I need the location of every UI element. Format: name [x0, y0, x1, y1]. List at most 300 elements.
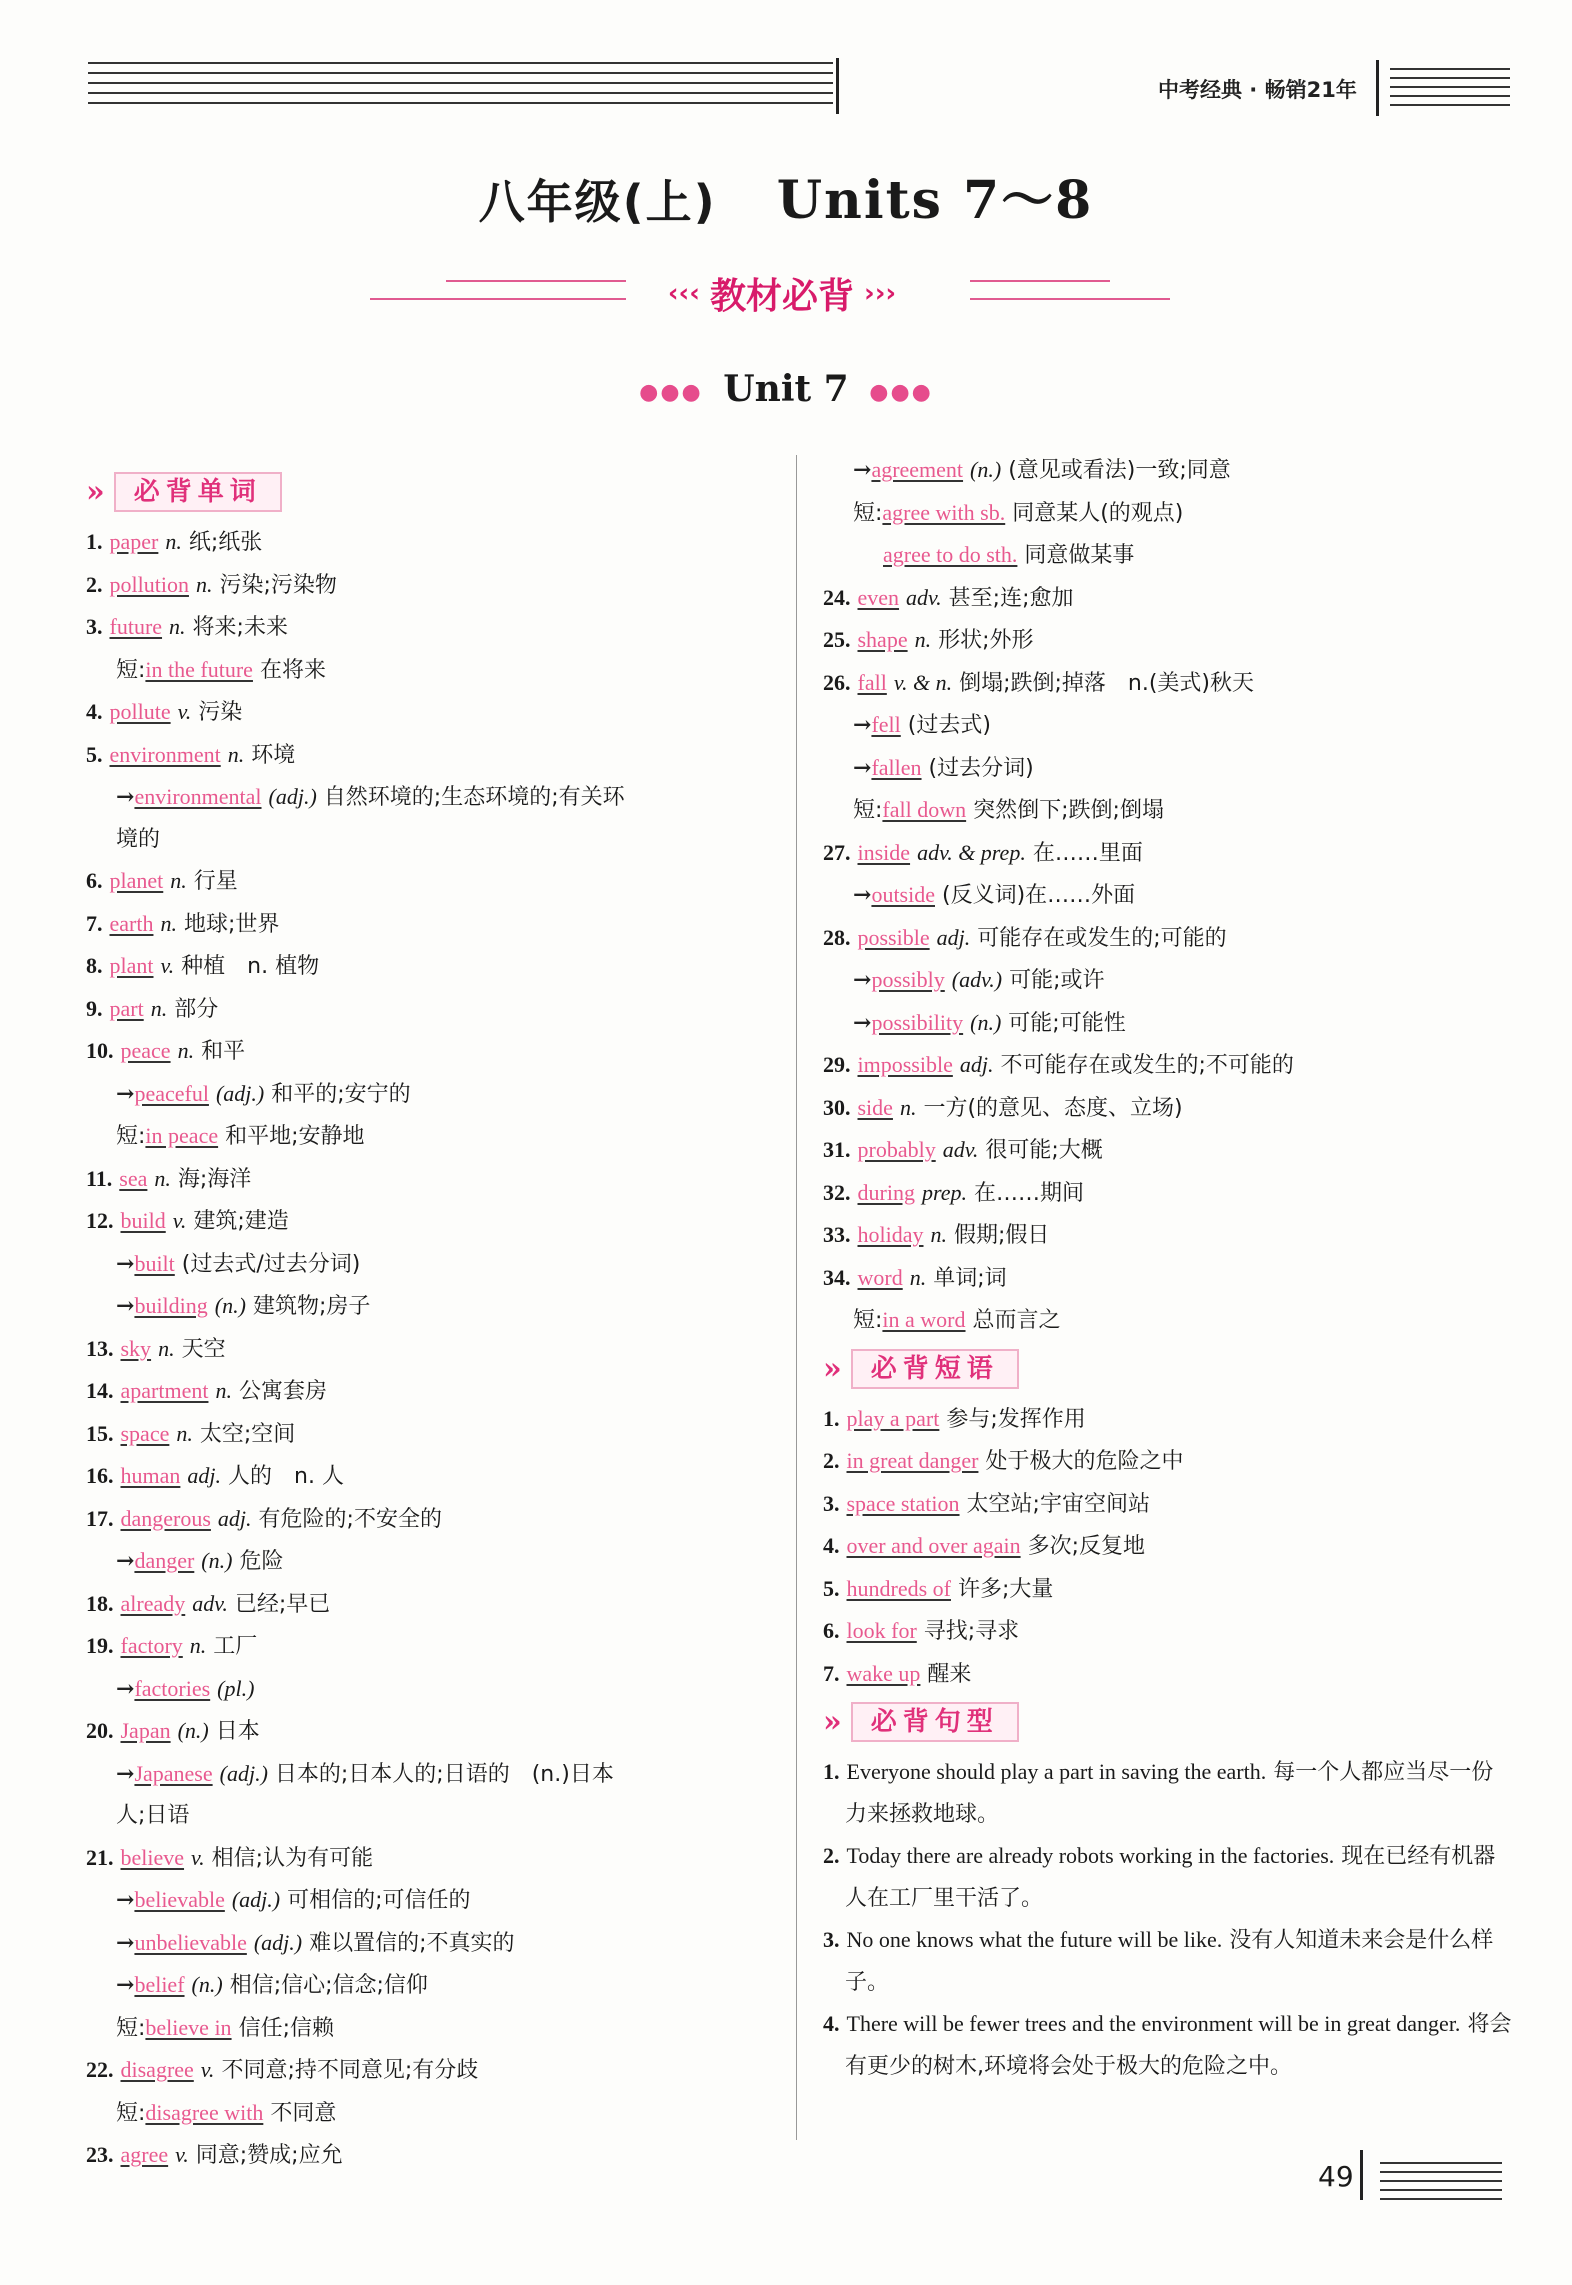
- item-number: 3.: [823, 1490, 840, 1516]
- item-number: 1.: [86, 529, 103, 554]
- vocab-word: pollution: [109, 571, 189, 597]
- item-number: 4.: [823, 1533, 840, 1558]
- sentence-chinese: 每一个人都应当尽一份力来拯救地球。: [845, 1760, 1494, 1827]
- word-list-left: [86, 521, 786, 2177]
- part-of-speech: n.: [165, 529, 182, 554]
- part-of-speech: (n.): [191, 1972, 223, 1997]
- part-of-speech: (n.): [214, 1293, 246, 1318]
- list-item: [86, 1498, 786, 1541]
- meaning: (过去式/过去分词): [181, 1251, 361, 1277]
- part-of-speech: prep.: [921, 1179, 967, 1205]
- vocab-word: believe in: [145, 2014, 232, 2040]
- meaning: 种植 n. 植物: [181, 954, 320, 979]
- list-item: [86, 1753, 786, 1796]
- vocab-word: in the future: [145, 656, 253, 682]
- vocab-word: plant: [109, 953, 154, 978]
- part-of-speech: (adj.): [268, 784, 317, 809]
- list-item: [86, 1158, 786, 1201]
- sentence-item: [823, 2003, 1513, 2087]
- item-number: 22.: [86, 2057, 114, 2082]
- meaning: 一方(的意见、态度、立场): [923, 1095, 1183, 1121]
- sentence-list: [823, 1751, 1513, 2087]
- meaning: 和平的;安宁的: [271, 1081, 411, 1107]
- part-of-speech: (adv.): [951, 967, 1003, 992]
- meaning: 污染: [198, 700, 243, 725]
- sentence-english: Everyone should play a part in saving the earth.: [846, 1759, 1267, 1784]
- item-number: 11.: [86, 1165, 113, 1191]
- phrase-text: hundreds of: [846, 1575, 951, 1601]
- list-item: [823, 747, 1513, 790]
- meaning: 和平地;安静地: [225, 1124, 365, 1149]
- item-number: 1.: [823, 1405, 840, 1431]
- derivation-arrow-icon: →: [116, 1972, 135, 1998]
- part-of-speech: (adj.): [215, 1080, 265, 1106]
- double-chevron-icon: »: [86, 474, 97, 510]
- vocab-word: space: [120, 1420, 170, 1446]
- phrase-meaning: 参与;发挥作用: [946, 1406, 1086, 1432]
- item-number: 30.: [823, 1094, 851, 1120]
- item-number: 14.: [86, 1378, 114, 1403]
- vocab-word: possibly: [871, 967, 945, 992]
- list-item: [823, 832, 1513, 875]
- list-item: [86, 1243, 786, 1286]
- section-header-phrases: » 必背短语: [823, 1348, 1019, 1388]
- item-number: 2.: [823, 1448, 840, 1473]
- item-number: 6.: [86, 868, 103, 893]
- list-item: [823, 662, 1513, 705]
- column-divider: [796, 455, 797, 2140]
- phrase-text: in great danger: [846, 1448, 979, 1473]
- sentence-english: There will be fewer trees and the environment will be in great danger.: [846, 2011, 1461, 2036]
- part-of-speech: adv. & prep.: [917, 839, 1026, 865]
- list-item: [86, 691, 786, 734]
- item-number: 28.: [823, 924, 851, 950]
- list-item: [823, 1002, 1513, 1045]
- vocab-word: agree to do sth.: [883, 542, 1018, 567]
- meaning: 不可能存在或发生的;不可能的: [1000, 1053, 1294, 1078]
- part-of-speech: adj.: [959, 1052, 994, 1077]
- meaning: 不同意: [270, 2100, 337, 2126]
- vocab-word: sea: [119, 1165, 148, 1191]
- decor-dots-right: ●●●: [869, 379, 933, 405]
- meaning: 相信;信心;信念;信仰: [229, 1973, 428, 1998]
- part-of-speech: n.: [899, 1094, 917, 1120]
- part-of-speech: (n.): [970, 1009, 1002, 1035]
- vocab-word: building: [134, 1293, 208, 1318]
- item-number: 20.: [86, 1718, 114, 1743]
- part-of-speech: adv.: [906, 584, 942, 610]
- section-banner: [370, 262, 1190, 322]
- unit-title: [0, 368, 1572, 410]
- list-item: [823, 1129, 1513, 1172]
- meaning: (过去式): [907, 713, 991, 738]
- vocab-word: unbelievable: [134, 1929, 247, 1955]
- vocab-word: even: [857, 584, 900, 610]
- phrase-meaning: 处于极大的危险之中: [985, 1449, 1184, 1474]
- phrase-text: play a part: [846, 1405, 940, 1431]
- vocab-word: built: [134, 1250, 175, 1276]
- list-item: [86, 1455, 786, 1498]
- header-divider-right: [1376, 60, 1379, 116]
- meaning: 已经;早已: [234, 1591, 331, 1617]
- list-item: [86, 734, 786, 777]
- list-item: [86, 1668, 786, 1711]
- derivation-arrow-icon: →: [116, 1548, 135, 1574]
- part-of-speech: (pl.): [217, 1675, 255, 1701]
- item-number: 5.: [86, 741, 103, 767]
- part-of-speech: n.: [170, 868, 187, 893]
- list-item: [86, 776, 786, 819]
- meaning: 日本: [215, 1719, 260, 1744]
- list-item: [823, 789, 1513, 832]
- vocab-word: outside: [871, 882, 935, 907]
- header-rule-left: [88, 62, 833, 106]
- derivation-arrow-icon: →: [116, 784, 135, 810]
- footer-rule: [1380, 2162, 1502, 2207]
- phrase-item: [823, 1440, 1513, 1483]
- meaning: 在将来: [259, 657, 326, 683]
- left-column: [86, 465, 786, 2177]
- item-number: 3.: [823, 1927, 840, 1952]
- item-number: 15.: [86, 1420, 114, 1446]
- meaning: 和平: [201, 1039, 246, 1064]
- meaning: 自然环境的;生态环境的;有关环: [323, 785, 625, 810]
- phrase-meaning: 寻找;寻求: [923, 1619, 1020, 1644]
- sentence-chinese: 现在已经有机器人在工厂里干活了。: [845, 1844, 1496, 1911]
- part-of-speech: n.: [169, 614, 186, 639]
- vocab-word: sky: [120, 1335, 152, 1361]
- part-of-speech: v.: [200, 2057, 215, 2082]
- double-chevron-icon: »: [823, 1350, 834, 1386]
- meaning: 建筑物;房子: [252, 1294, 371, 1319]
- derivation-arrow-icon: →: [853, 712, 872, 738]
- phrase-item: [823, 1568, 1513, 1611]
- meaning: 日本的;日本人的;日语的 (n.)日本: [274, 1761, 614, 1787]
- list-item: [823, 704, 1513, 747]
- vocab-word: planet: [109, 868, 164, 893]
- vocab-word: agree with sb.: [882, 499, 1006, 525]
- meaning: 污染;污染物: [219, 572, 337, 598]
- part-of-speech: n.: [914, 627, 932, 652]
- series-label: 中考经典 · 畅销21年: [1158, 78, 1357, 102]
- vocab-word: probably: [857, 1137, 936, 1162]
- vocab-word: environmental: [134, 784, 262, 809]
- list-item: [86, 1115, 786, 1158]
- phrase-item: [823, 1653, 1513, 1696]
- part-of-speech: adv.: [942, 1137, 979, 1162]
- item-number: 31.: [823, 1137, 851, 1162]
- list-item: [86, 1073, 786, 1116]
- meaning: 同意做某事: [1024, 543, 1135, 568]
- part-of-speech: (adj.): [253, 1929, 303, 1955]
- part-of-speech: n.: [176, 1420, 193, 1446]
- derivation-arrow-icon: →: [116, 1887, 135, 1913]
- meaning: 部分: [174, 996, 219, 1022]
- vocab-word: word: [857, 1264, 903, 1290]
- part-of-speech: n.: [930, 1222, 947, 1247]
- item-number: 4.: [86, 699, 103, 724]
- derivation-arrow-icon: →: [853, 882, 872, 908]
- vocab-word: human: [120, 1463, 181, 1488]
- vocab-word: environment: [109, 741, 221, 767]
- meaning: 总而言之: [972, 1308, 1061, 1333]
- meaning: 相信;认为有可能: [211, 1845, 374, 1871]
- phrase-marker: 短:: [116, 657, 146, 683]
- vocab-word: factories: [134, 1675, 211, 1701]
- meaning: 假期;假日: [954, 1223, 1050, 1248]
- item-number: 33.: [823, 1222, 851, 1247]
- word-list-right: [823, 449, 1513, 1342]
- page-title: [0, 158, 1572, 233]
- vocab-word: peaceful: [134, 1080, 209, 1106]
- list-item: [86, 606, 786, 649]
- part-of-speech: n.: [154, 1165, 171, 1191]
- derivation-arrow-icon: →: [116, 1293, 135, 1319]
- phrase-marker: 短:: [853, 500, 883, 526]
- list-item: [86, 2092, 786, 2135]
- part-of-speech: adj.: [217, 1505, 252, 1531]
- meaning: (意见或看法)一致;同意: [1008, 458, 1231, 483]
- list-item: [823, 1172, 1513, 1215]
- vocab-word: future: [109, 614, 163, 639]
- phrase-meaning: 许多;大量: [957, 1576, 1054, 1602]
- vocab-word: Japanese: [134, 1760, 213, 1786]
- vocab-word: belief: [134, 1972, 185, 1997]
- part-of-speech: n.: [215, 1378, 232, 1403]
- list-item: [86, 1837, 786, 1880]
- meaning: 倒塌;跌倒;掉落 n.(美式)秋天: [959, 670, 1255, 696]
- list-item: [86, 988, 786, 1031]
- list-item: [86, 1710, 786, 1753]
- vocab-word: believe: [120, 1844, 185, 1870]
- vocab-word: impossible: [857, 1052, 953, 1077]
- list-item: [823, 492, 1513, 535]
- part-of-speech: v.: [172, 1208, 187, 1233]
- part-of-speech: n.: [195, 571, 213, 597]
- item-number: 17.: [86, 1505, 114, 1531]
- list-item: [86, 860, 786, 903]
- unit-label: Unit 7: [723, 368, 849, 410]
- list-item: [823, 619, 1513, 662]
- phrase-item: [823, 1610, 1513, 1653]
- vocab-word: part: [109, 995, 144, 1021]
- meaning: 境的: [116, 826, 161, 852]
- vocab-word: already: [120, 1590, 186, 1616]
- meaning: 有危险的;不安全的: [258, 1506, 442, 1532]
- vocab-word: fell: [871, 712, 901, 737]
- item-number: 19.: [86, 1633, 114, 1658]
- meaning: 危险: [239, 1549, 284, 1574]
- sentence-item: [823, 1835, 1513, 1919]
- part-of-speech: (adj.): [231, 1887, 281, 1912]
- list-item: [823, 917, 1513, 960]
- list-item: [86, 1795, 786, 1837]
- part-of-speech: (adj.): [219, 1760, 268, 1786]
- item-number: 10.: [86, 1038, 114, 1063]
- vocab-word: shape: [857, 627, 908, 652]
- item-number: 13.: [86, 1335, 114, 1361]
- vocab-word: believable: [134, 1887, 225, 1912]
- list-item: [823, 1214, 1513, 1257]
- meaning: 人;日语: [116, 1803, 190, 1828]
- sentence-english: Today there are already robots working in the factories.: [846, 1843, 1335, 1868]
- sentence-chinese: 将会有更少的树木,环境将会处于极大的危险之中。: [845, 2012, 1512, 2079]
- item-number: 26.: [823, 669, 851, 695]
- meaning: 纸;纸张: [188, 530, 263, 555]
- phrase-marker: 短:: [116, 2015, 146, 2041]
- derivation-arrow-icon: →: [116, 1080, 135, 1107]
- item-number: 7.: [86, 910, 103, 936]
- right-column: [823, 449, 1513, 2087]
- double-chevron-icon: »: [823, 1704, 834, 1740]
- meaning: 建筑;建造: [193, 1209, 289, 1234]
- part-of-speech: n.: [160, 910, 177, 936]
- item-number: 34.: [823, 1264, 851, 1290]
- part-of-speech: v.: [160, 953, 175, 978]
- item-number: 6.: [823, 1618, 840, 1643]
- meaning: 突然倒下;跌倒;倒塌: [973, 798, 1164, 823]
- meaning: (反义词)在……外面: [942, 883, 1136, 908]
- vocab-word: fall: [857, 669, 887, 695]
- meaning: 将来;未来: [192, 615, 288, 640]
- banner-label: ‹‹‹ 教材必背 ›››: [667, 276, 897, 317]
- item-number: 8.: [86, 953, 103, 978]
- list-item: [823, 874, 1513, 917]
- list-item: [86, 521, 786, 564]
- vocab-word: build: [120, 1208, 166, 1233]
- meaning: 在……里面: [1032, 840, 1143, 866]
- list-item: [86, 903, 786, 946]
- vocab-word: peace: [120, 1038, 171, 1063]
- list-item: [823, 534, 1513, 577]
- sentence-chinese: 没有人知道未来会是什么样子。: [845, 1928, 1494, 1995]
- vocab-word: pollute: [109, 699, 171, 724]
- list-item: [86, 1625, 786, 1668]
- item-number: 2.: [823, 1843, 840, 1868]
- part-of-speech: v.: [191, 1844, 205, 1870]
- vocab-word: fallen: [871, 754, 922, 780]
- phrase-text: wake up: [846, 1660, 921, 1686]
- part-of-speech: n.: [158, 1335, 175, 1361]
- part-of-speech: (n.): [201, 1548, 233, 1573]
- derivation-arrow-icon: →: [853, 967, 872, 993]
- part-of-speech: n.: [189, 1633, 207, 1658]
- list-item: [86, 1370, 786, 1413]
- list-item: [86, 1583, 786, 1626]
- phrase-item: [823, 1483, 1513, 1526]
- phrase-item: [823, 1398, 1513, 1441]
- meaning: 海;海洋: [177, 1166, 252, 1192]
- meaning: 可能存在或发生的;可能的: [977, 925, 1227, 951]
- list-item: [823, 1087, 1513, 1130]
- derivation-arrow-icon: →: [853, 1009, 872, 1036]
- part-of-speech: v.: [177, 699, 192, 724]
- section-header-words: » 必背单词: [86, 471, 282, 511]
- vocab-word: side: [857, 1094, 893, 1120]
- vocab-word: danger: [134, 1548, 195, 1573]
- list-item: [86, 945, 786, 988]
- section-header-sentences: » 必背句型: [823, 1701, 1019, 1741]
- list-item: [823, 449, 1513, 492]
- phrase-meaning: 多次;反复地: [1027, 1534, 1146, 1559]
- item-number: 4.: [823, 2011, 840, 2036]
- meaning: 人的 n. 人: [228, 1464, 344, 1489]
- vocab-word: disagree: [120, 2057, 194, 2082]
- item-number: 9.: [86, 995, 103, 1021]
- meaning: 天空: [181, 1336, 226, 1362]
- list-item: [86, 1540, 786, 1583]
- vocab-word: fall down: [882, 797, 967, 822]
- sentence-item: [823, 1751, 1513, 1835]
- meaning: 同意;赞成;应允: [195, 2143, 343, 2168]
- part-of-speech: v.: [175, 2142, 189, 2167]
- header-divider: [836, 58, 839, 114]
- part-of-speech: adj.: [187, 1463, 222, 1488]
- footer-divider: [1360, 2150, 1363, 2200]
- part-of-speech: n.: [227, 741, 245, 767]
- list-item: [823, 1044, 1513, 1087]
- meaning: 可能;可能性: [1008, 1010, 1126, 1036]
- list-item: [86, 1413, 786, 1456]
- item-number: 12.: [86, 1208, 114, 1233]
- list-item: [86, 2007, 786, 2050]
- sentence-item: [823, 1919, 1513, 2003]
- units-title: Units 7～8: [776, 170, 1094, 231]
- item-number: 7.: [823, 1660, 840, 1686]
- phrase-marker: 短:: [116, 2100, 146, 2126]
- vocab-word: in a word: [882, 1307, 966, 1332]
- list-item: [86, 1328, 786, 1371]
- vocab-word: factory: [120, 1633, 183, 1658]
- item-number: 29.: [823, 1052, 851, 1077]
- meaning: 在……期间: [973, 1180, 1084, 1206]
- list-item: [86, 819, 786, 861]
- list-item: [86, 1964, 786, 2007]
- list-item: [823, 577, 1513, 620]
- list-item: [86, 2049, 786, 2092]
- meaning: 单词;词: [933, 1265, 1007, 1291]
- grade-title: 八年级(上): [478, 175, 717, 229]
- list-item: [86, 2134, 786, 2177]
- phrase-text: look for: [846, 1618, 917, 1643]
- part-of-speech: (n.): [177, 1718, 209, 1743]
- part-of-speech: n.: [177, 1038, 195, 1063]
- derivation-arrow-icon: →: [116, 1929, 135, 1956]
- meaning: 可能;或许: [1009, 968, 1105, 993]
- meaning: 太空;空间: [199, 1421, 296, 1447]
- item-number: 27.: [823, 839, 851, 865]
- vocab-word: inside: [857, 839, 911, 865]
- meaning: 不同意;持不同意见;有分歧: [221, 2058, 479, 2083]
- derivation-arrow-icon: →: [116, 1675, 135, 1702]
- sentence-english: No one knows what the future will be like.: [846, 1927, 1223, 1952]
- part-of-speech: v. & n.: [893, 669, 953, 695]
- meaning: 甚至;连;愈加: [948, 585, 1074, 611]
- vocab-word: dangerous: [120, 1505, 211, 1531]
- meaning: 可相信的;可信任的: [287, 1888, 471, 1913]
- list-item: [86, 649, 786, 692]
- vocab-word: agreement: [871, 457, 964, 482]
- part-of-speech: (n.): [970, 457, 1002, 482]
- meaning: 形状;外形: [938, 628, 1034, 653]
- item-number: 25.: [823, 627, 851, 652]
- vocab-word: apartment: [120, 1378, 209, 1403]
- item-number: 2.: [86, 571, 103, 597]
- list-item: [823, 1299, 1513, 1342]
- phrase-text: space station: [846, 1490, 960, 1516]
- list-item: [86, 1922, 786, 1965]
- item-number: 32.: [823, 1179, 851, 1205]
